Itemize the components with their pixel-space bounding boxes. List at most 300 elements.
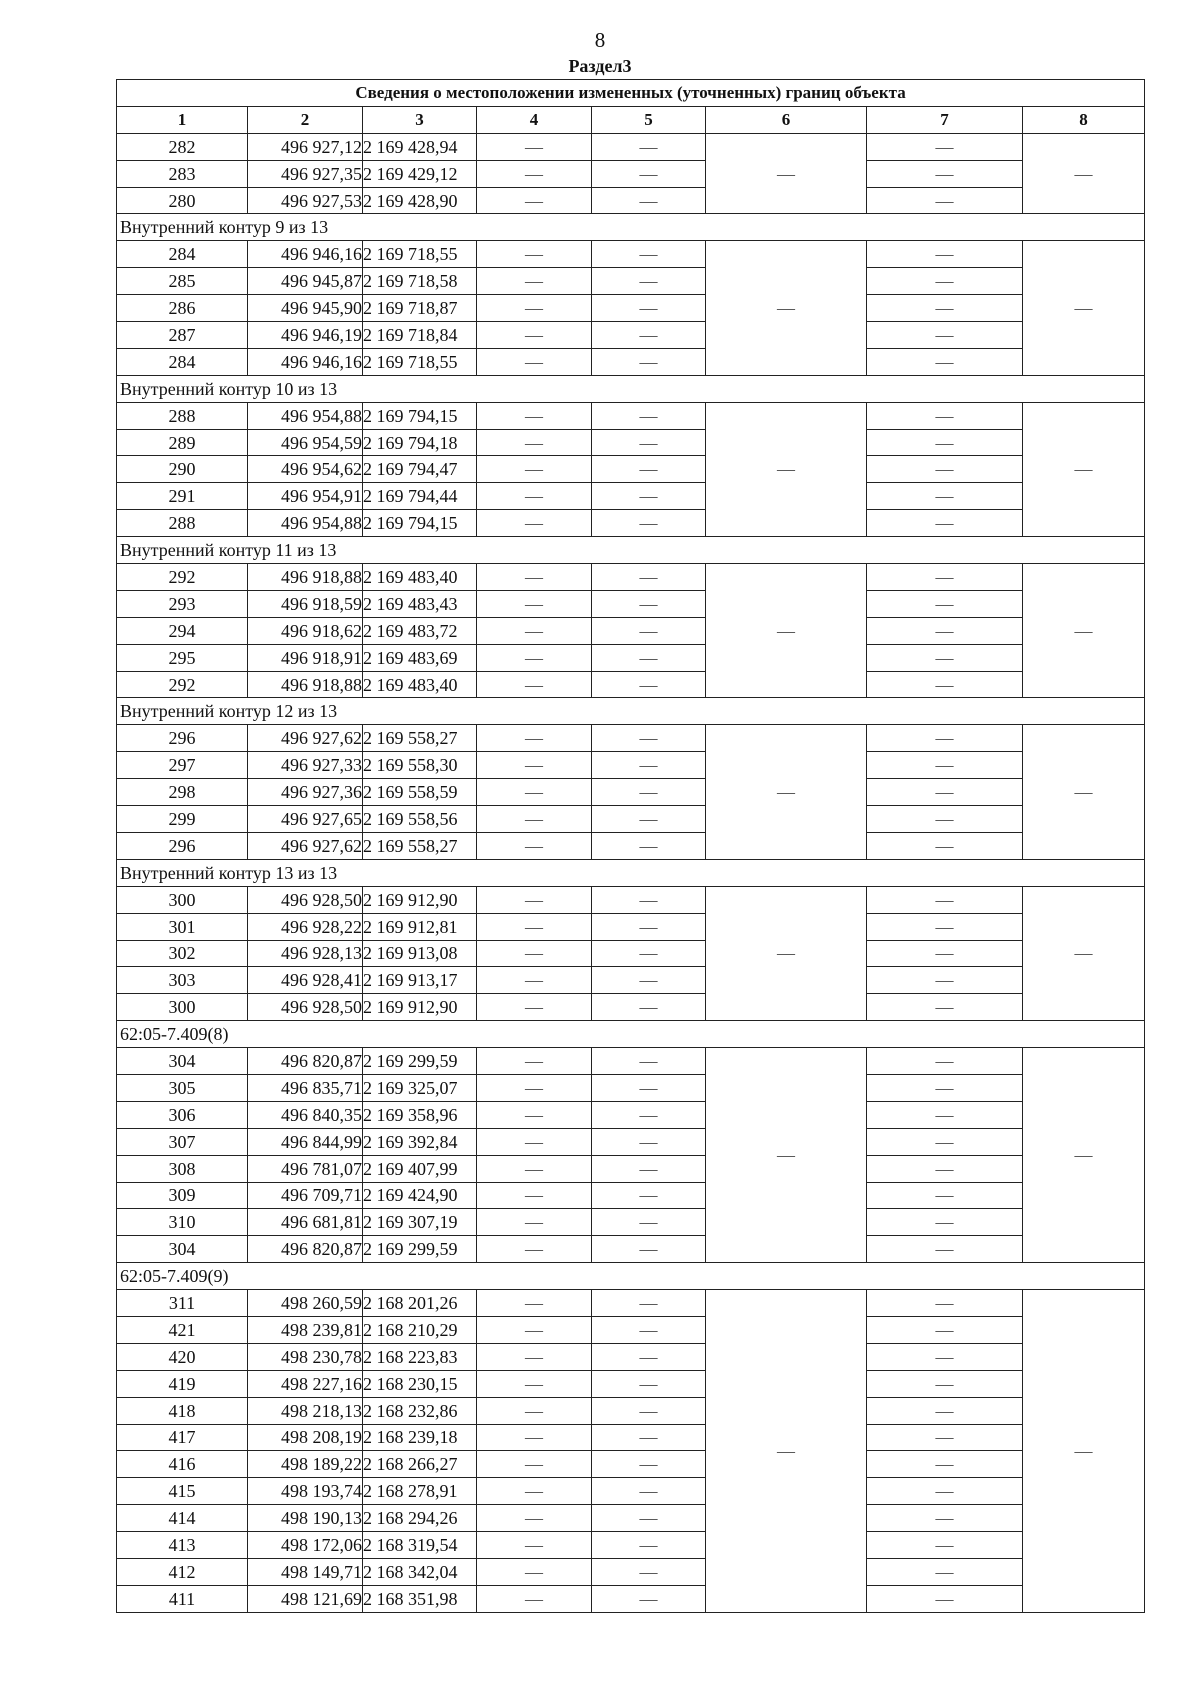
table-row	[117, 348, 1145, 375]
point-number-cell: 284	[117, 241, 248, 268]
coord-x-cell: 496 954,59	[248, 429, 363, 456]
col7-dash-cell: —	[867, 1397, 1023, 1424]
col4-dash-cell: —	[477, 1585, 592, 1612]
col5-dash-cell: —	[592, 187, 706, 214]
col5-dash-cell: —	[592, 886, 706, 913]
table-row	[117, 1370, 1145, 1397]
col4-dash-cell: —	[477, 241, 592, 268]
col5-dash-cell: —	[592, 429, 706, 456]
col5-dash-cell: —	[592, 483, 706, 510]
col5-dash-cell: —	[592, 940, 706, 967]
table-row	[117, 456, 1145, 483]
coord-x-cell: 498 239,81	[248, 1316, 363, 1343]
col4-dash-cell: —	[477, 456, 592, 483]
col7-dash-cell: —	[867, 1370, 1023, 1397]
col5-dash-cell: —	[592, 564, 706, 591]
table-row	[117, 133, 1145, 160]
table-row	[117, 806, 1145, 833]
column-header-7: 7	[867, 106, 1023, 133]
coord-x-cell: 496 927,62	[248, 725, 363, 752]
col5-dash-cell: —	[592, 1128, 706, 1155]
coord-y-cell: 2 169 299,59	[363, 1236, 477, 1263]
point-number-cell: 303	[117, 967, 248, 994]
coord-x-cell: 496 945,90	[248, 295, 363, 322]
point-number-cell: 297	[117, 752, 248, 779]
coord-y-cell: 2 169 794,15	[363, 510, 477, 537]
coord-y-cell: 2 168 210,29	[363, 1316, 477, 1343]
coord-x-cell: 496 928,50	[248, 886, 363, 913]
col7-dash-cell: —	[867, 160, 1023, 187]
col5-dash-cell: —	[592, 295, 706, 322]
col5-dash-cell: —	[592, 241, 706, 268]
col4-dash-cell: —	[477, 1155, 592, 1182]
coord-x-cell: 496 918,62	[248, 617, 363, 644]
table-row	[117, 1451, 1145, 1478]
coord-y-cell: 2 168 342,04	[363, 1558, 477, 1585]
col5-dash-cell: —	[592, 1101, 706, 1128]
contour-label: Внутренний контур 10 из 13	[117, 375, 1145, 402]
table-row	[117, 1290, 1145, 1317]
coord-x-cell: 498 149,71	[248, 1558, 363, 1585]
col5-dash-cell: —	[592, 617, 706, 644]
col4-dash-cell: —	[477, 1182, 592, 1209]
table-title: Сведения о местоположении измененных (уточненных) границ объекта	[117, 80, 1145, 107]
coord-y-cell: 2 169 912,90	[363, 886, 477, 913]
coord-y-cell: 2 169 718,58	[363, 268, 477, 295]
table-row	[117, 886, 1145, 913]
col6-merged-dash-cell: —	[706, 725, 867, 859]
coord-y-cell: 2 169 558,30	[363, 752, 477, 779]
coord-x-cell: 496 928,22	[248, 913, 363, 940]
coord-y-cell: 2 169 483,69	[363, 644, 477, 671]
col4-dash-cell: —	[477, 1532, 592, 1559]
point-number-cell: 296	[117, 832, 248, 859]
col5-dash-cell: —	[592, 1478, 706, 1505]
point-number-cell: 298	[117, 779, 248, 806]
point-number-cell: 421	[117, 1316, 248, 1343]
page-number: 8	[594, 28, 606, 52]
col7-dash-cell: —	[867, 806, 1023, 833]
coord-x-cell: 496 709,71	[248, 1182, 363, 1209]
col4-dash-cell: —	[477, 1343, 592, 1370]
column-header-6: 6	[706, 106, 867, 133]
table-row	[117, 1209, 1145, 1236]
col8-merged-dash-cell: —	[1023, 564, 1145, 698]
col8-merged-dash-cell: —	[1023, 241, 1145, 375]
point-number-cell: 302	[117, 940, 248, 967]
col5-dash-cell: —	[592, 1424, 706, 1451]
col4-dash-cell: —	[477, 268, 592, 295]
col6-merged-dash-cell: —	[706, 402, 867, 536]
coord-x-cell: 496 946,19	[248, 322, 363, 349]
col8-merged-dash-cell: —	[1023, 1290, 1145, 1613]
point-number-cell: 310	[117, 1209, 248, 1236]
coord-x-cell: 496 835,71	[248, 1074, 363, 1101]
col5-dash-cell: —	[592, 1585, 706, 1612]
col5-dash-cell: —	[592, 1370, 706, 1397]
col5-dash-cell: —	[592, 1397, 706, 1424]
coord-y-cell: 2 169 428,94	[363, 133, 477, 160]
col7-dash-cell: —	[867, 1558, 1023, 1585]
point-number-cell: 420	[117, 1343, 248, 1370]
col5-dash-cell: —	[592, 1182, 706, 1209]
contour-group-header	[117, 859, 1145, 886]
point-number-cell: 292	[117, 564, 248, 591]
col4-dash-cell: —	[477, 1290, 592, 1317]
point-number-cell: 293	[117, 590, 248, 617]
coord-y-cell: 2 169 794,18	[363, 429, 477, 456]
table-row	[117, 1424, 1145, 1451]
col7-dash-cell: —	[867, 1236, 1023, 1263]
coord-y-cell: 2 169 407,99	[363, 1155, 477, 1182]
column-header-3: 3	[363, 106, 477, 133]
point-number-cell: 416	[117, 1451, 248, 1478]
col5-dash-cell: —	[592, 456, 706, 483]
coord-x-cell: 496 954,88	[248, 510, 363, 537]
col4-dash-cell: —	[477, 671, 592, 698]
table-row	[117, 1478, 1145, 1505]
point-number-cell: 295	[117, 644, 248, 671]
table-row	[117, 564, 1145, 591]
column-header-8: 8	[1023, 106, 1145, 133]
point-number-cell: 282	[117, 133, 248, 160]
coord-y-cell: 2 169 718,55	[363, 241, 477, 268]
col7-dash-cell: —	[867, 1478, 1023, 1505]
coord-x-cell: 496 918,91	[248, 644, 363, 671]
col5-dash-cell: —	[592, 779, 706, 806]
col4-dash-cell: —	[477, 752, 592, 779]
table-row	[117, 994, 1145, 1021]
coord-x-cell: 496 927,62	[248, 832, 363, 859]
coord-y-cell: 2 168 351,98	[363, 1585, 477, 1612]
point-number-cell: 280	[117, 187, 248, 214]
col8-merged-dash-cell: —	[1023, 1048, 1145, 1263]
table-row	[117, 295, 1145, 322]
col7-dash-cell: —	[867, 1155, 1023, 1182]
table-row	[117, 671, 1145, 698]
col7-dash-cell: —	[867, 940, 1023, 967]
col8-merged-dash-cell: —	[1023, 402, 1145, 536]
coord-y-cell: 2 169 299,59	[363, 1048, 477, 1075]
point-number-cell: 411	[117, 1585, 248, 1612]
col4-dash-cell: —	[477, 429, 592, 456]
coord-y-cell: 2 168 319,54	[363, 1532, 477, 1559]
col8-merged-dash-cell: —	[1023, 725, 1145, 859]
col5-dash-cell: —	[592, 1236, 706, 1263]
coord-x-cell: 498 208,19	[248, 1424, 363, 1451]
coord-x-cell: 498 172,06	[248, 1532, 363, 1559]
contour-label: 62:05-7.409(9)	[117, 1263, 1145, 1290]
col4-dash-cell: —	[477, 322, 592, 349]
point-number-cell: 286	[117, 295, 248, 322]
table-row	[117, 1236, 1145, 1263]
table-row	[117, 779, 1145, 806]
col5-dash-cell: —	[592, 1209, 706, 1236]
coord-y-cell: 2 169 558,27	[363, 832, 477, 859]
column-header-row	[117, 106, 1145, 133]
contour-group-header	[117, 537, 1145, 564]
col4-dash-cell: —	[477, 940, 592, 967]
coord-y-cell: 2 169 325,07	[363, 1074, 477, 1101]
point-number-cell: 304	[117, 1236, 248, 1263]
table-row	[117, 1048, 1145, 1075]
point-number-cell: 415	[117, 1478, 248, 1505]
col6-merged-dash-cell: —	[706, 1290, 867, 1613]
col7-dash-cell: —	[867, 1182, 1023, 1209]
col7-dash-cell: —	[867, 1343, 1023, 1370]
contour-label: 62:05-7.409(8)	[117, 1021, 1145, 1048]
col4-dash-cell: —	[477, 1074, 592, 1101]
coord-y-cell: 2 169 794,47	[363, 456, 477, 483]
coord-x-cell: 496 927,36	[248, 779, 363, 806]
coord-y-cell: 2 169 912,81	[363, 913, 477, 940]
coord-y-cell: 2 168 230,15	[363, 1370, 477, 1397]
section-title: Раздел3	[568, 56, 632, 76]
point-number-cell: 307	[117, 1128, 248, 1155]
table-row	[117, 644, 1145, 671]
coord-x-cell: 496 928,50	[248, 994, 363, 1021]
point-number-cell: 306	[117, 1101, 248, 1128]
coord-y-cell: 2 169 483,40	[363, 564, 477, 591]
col5-dash-cell: —	[592, 994, 706, 1021]
contour-label: Внутренний контур 11 из 13	[117, 537, 1145, 564]
coord-y-cell: 2 168 266,27	[363, 1451, 477, 1478]
coord-y-cell: 2 169 718,87	[363, 295, 477, 322]
col5-dash-cell: —	[592, 832, 706, 859]
coord-x-cell: 496 820,87	[248, 1048, 363, 1075]
col6-merged-dash-cell: —	[706, 241, 867, 375]
coord-y-cell: 2 169 358,96	[363, 1101, 477, 1128]
col5-dash-cell: —	[592, 133, 706, 160]
col7-dash-cell: —	[867, 671, 1023, 698]
point-number-cell: 413	[117, 1532, 248, 1559]
point-number-cell: 291	[117, 483, 248, 510]
coord-x-cell: 496 954,91	[248, 483, 363, 510]
col4-dash-cell: —	[477, 1048, 592, 1075]
col4-dash-cell: —	[477, 913, 592, 940]
col4-dash-cell: —	[477, 564, 592, 591]
point-number-cell: 290	[117, 456, 248, 483]
coord-y-cell: 2 168 294,26	[363, 1505, 477, 1532]
col4-dash-cell: —	[477, 402, 592, 429]
table-row	[117, 617, 1145, 644]
coord-x-cell: 496 927,53	[248, 187, 363, 214]
coord-x-cell: 496 927,33	[248, 752, 363, 779]
coord-y-cell: 2 169 913,08	[363, 940, 477, 967]
col5-dash-cell: —	[592, 268, 706, 295]
contour-group-header	[117, 375, 1145, 402]
coord-x-cell: 496 954,62	[248, 456, 363, 483]
table-row	[117, 1128, 1145, 1155]
point-number-cell: 419	[117, 1370, 248, 1397]
contour-group-header	[117, 1021, 1145, 1048]
table-row	[117, 322, 1145, 349]
coord-x-cell: 498 193,74	[248, 1478, 363, 1505]
point-number-cell: 301	[117, 913, 248, 940]
coord-x-cell: 496 927,12	[248, 133, 363, 160]
col4-dash-cell: —	[477, 1558, 592, 1585]
point-number-cell: 288	[117, 402, 248, 429]
contour-group-header	[117, 698, 1145, 725]
col4-dash-cell: —	[477, 779, 592, 806]
col5-dash-cell: —	[592, 644, 706, 671]
col5-dash-cell: —	[592, 1558, 706, 1585]
col7-dash-cell: —	[867, 1290, 1023, 1317]
table-row	[117, 1074, 1145, 1101]
col7-dash-cell: —	[867, 913, 1023, 940]
col4-dash-cell: —	[477, 1370, 592, 1397]
coord-y-cell: 2 169 483,40	[363, 671, 477, 698]
coord-x-cell: 496 918,88	[248, 564, 363, 591]
coord-y-cell: 2 169 424,90	[363, 1182, 477, 1209]
point-number-cell: 292	[117, 671, 248, 698]
point-number-cell: 311	[117, 1290, 248, 1317]
table-row	[117, 1155, 1145, 1182]
coord-y-cell: 2 169 558,56	[363, 806, 477, 833]
coord-y-cell: 2 169 429,12	[363, 160, 477, 187]
col5-dash-cell: —	[592, 1316, 706, 1343]
col5-dash-cell: —	[592, 1505, 706, 1532]
coord-y-cell: 2 169 307,19	[363, 1209, 477, 1236]
coord-x-cell: 498 227,16	[248, 1370, 363, 1397]
coord-x-cell: 496 927,65	[248, 806, 363, 833]
col5-dash-cell: —	[592, 510, 706, 537]
col7-dash-cell: —	[867, 564, 1023, 591]
coord-y-cell: 2 169 558,27	[363, 725, 477, 752]
col7-dash-cell: —	[867, 1048, 1023, 1075]
col6-merged-dash-cell: —	[706, 133, 867, 214]
col4-dash-cell: —	[477, 1128, 592, 1155]
col7-dash-cell: —	[867, 832, 1023, 859]
col4-dash-cell: —	[477, 133, 592, 160]
coord-x-cell: 496 820,87	[248, 1236, 363, 1263]
coord-y-cell: 2 169 912,90	[363, 994, 477, 1021]
col7-dash-cell: —	[867, 1128, 1023, 1155]
point-number-cell: 296	[117, 725, 248, 752]
contour-label: Внутренний контур 12 из 13	[117, 698, 1145, 725]
coord-x-cell: 498 189,22	[248, 1451, 363, 1478]
contour-label: Внутренний контур 9 из 13	[117, 214, 1145, 241]
coord-x-cell: 496 781,07	[248, 1155, 363, 1182]
col6-merged-dash-cell: —	[706, 1048, 867, 1263]
col7-dash-cell: —	[867, 779, 1023, 806]
table-row	[117, 940, 1145, 967]
col4-dash-cell: —	[477, 483, 592, 510]
table-row	[117, 1585, 1145, 1612]
contour-group-header	[117, 214, 1145, 241]
table-row	[117, 510, 1145, 537]
table-row	[117, 483, 1145, 510]
point-number-cell: 284	[117, 348, 248, 375]
coord-x-cell: 496 918,88	[248, 671, 363, 698]
coord-x-cell: 496 918,59	[248, 590, 363, 617]
col4-dash-cell: —	[477, 590, 592, 617]
table-row	[117, 590, 1145, 617]
col7-dash-cell: —	[867, 348, 1023, 375]
coord-y-cell: 2 168 278,91	[363, 1478, 477, 1505]
point-number-cell: 412	[117, 1558, 248, 1585]
col4-dash-cell: —	[477, 886, 592, 913]
col7-dash-cell: —	[867, 644, 1023, 671]
col7-dash-cell: —	[867, 1451, 1023, 1478]
coord-y-cell: 2 169 392,84	[363, 1128, 477, 1155]
point-number-cell: 309	[117, 1182, 248, 1209]
coord-x-cell: 496 954,88	[248, 402, 363, 429]
col4-dash-cell: —	[477, 806, 592, 833]
coord-y-cell: 2 169 428,90	[363, 187, 477, 214]
coord-x-cell: 498 121,69	[248, 1585, 363, 1612]
table-row	[117, 1532, 1145, 1559]
col6-merged-dash-cell: —	[706, 886, 867, 1020]
col4-dash-cell: —	[477, 832, 592, 859]
col7-dash-cell: —	[867, 241, 1023, 268]
contour-group-header	[117, 1263, 1145, 1290]
coord-y-cell: 2 168 201,26	[363, 1290, 477, 1317]
coord-y-cell: 2 169 558,59	[363, 779, 477, 806]
col7-dash-cell: —	[867, 1585, 1023, 1612]
point-number-cell: 283	[117, 160, 248, 187]
point-number-cell: 289	[117, 429, 248, 456]
coord-y-cell: 2 169 483,43	[363, 590, 477, 617]
contour-label: Внутренний контур 13 из 13	[117, 859, 1145, 886]
col5-dash-cell: —	[592, 1451, 706, 1478]
col4-dash-cell: —	[477, 1316, 592, 1343]
col4-dash-cell: —	[477, 994, 592, 1021]
coord-y-cell: 2 168 223,83	[363, 1343, 477, 1370]
coord-x-cell: 496 928,41	[248, 967, 363, 994]
col4-dash-cell: —	[477, 725, 592, 752]
table-title-row	[117, 80, 1145, 107]
col7-dash-cell: —	[867, 725, 1023, 752]
coord-x-cell: 496 927,35	[248, 160, 363, 187]
column-header-4: 4	[477, 106, 592, 133]
column-header-2: 2	[248, 106, 363, 133]
coord-y-cell: 2 169 718,55	[363, 348, 477, 375]
point-number-cell: 304	[117, 1048, 248, 1075]
table-row	[117, 913, 1145, 940]
point-number-cell: 299	[117, 806, 248, 833]
col5-dash-cell: —	[592, 671, 706, 698]
coord-y-cell: 2 168 232,86	[363, 1397, 477, 1424]
col5-dash-cell: —	[592, 590, 706, 617]
point-number-cell: 287	[117, 322, 248, 349]
table-row	[117, 1101, 1145, 1128]
col7-dash-cell: —	[867, 483, 1023, 510]
col7-dash-cell: —	[867, 402, 1023, 429]
col5-dash-cell: —	[592, 1048, 706, 1075]
table-row	[117, 429, 1145, 456]
coord-x-cell: 496 840,35	[248, 1101, 363, 1128]
col7-dash-cell: —	[867, 1424, 1023, 1451]
table-row	[117, 725, 1145, 752]
col5-dash-cell: —	[592, 348, 706, 375]
col7-dash-cell: —	[867, 1074, 1023, 1101]
col8-merged-dash-cell: —	[1023, 133, 1145, 214]
table-row	[117, 241, 1145, 268]
table-row	[117, 1182, 1145, 1209]
table-row	[117, 832, 1145, 859]
table-row	[117, 1397, 1145, 1424]
col4-dash-cell: —	[477, 510, 592, 537]
coord-x-cell: 498 230,78	[248, 1343, 363, 1370]
table-row	[117, 1316, 1145, 1343]
col8-merged-dash-cell: —	[1023, 886, 1145, 1020]
col7-dash-cell: —	[867, 1209, 1023, 1236]
col4-dash-cell: —	[477, 295, 592, 322]
col5-dash-cell: —	[592, 1290, 706, 1317]
col5-dash-cell: —	[592, 402, 706, 429]
table-row	[117, 1558, 1145, 1585]
